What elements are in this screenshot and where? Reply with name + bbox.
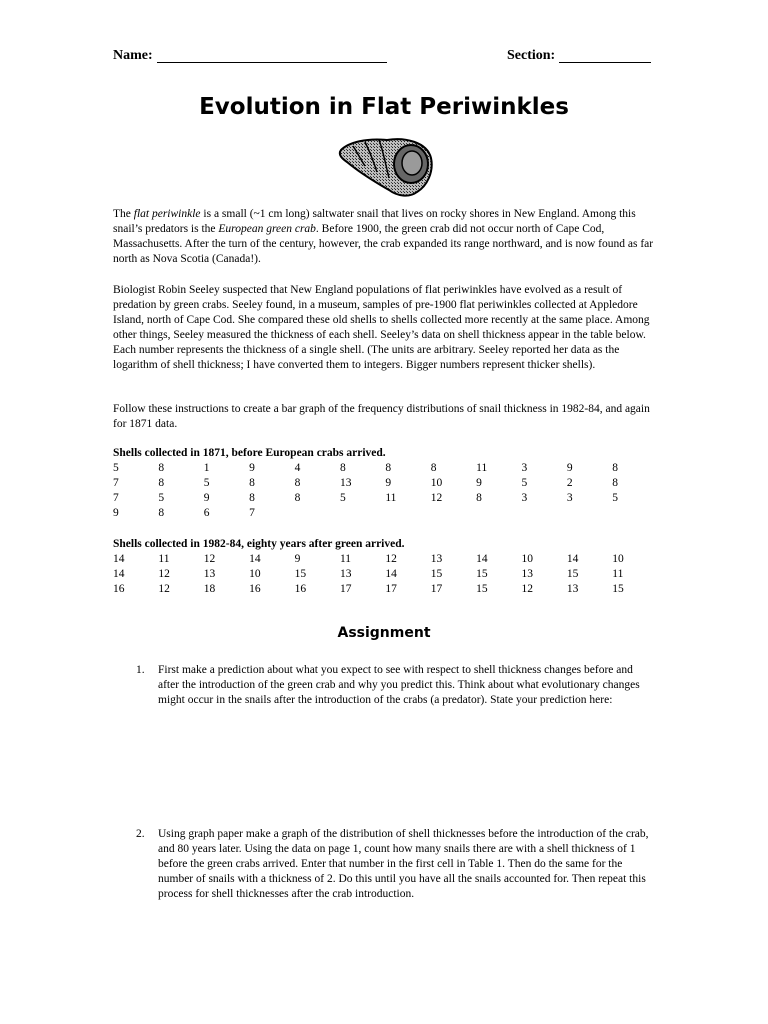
table-cell: 10 [430, 477, 443, 489]
table-cell: 3 [521, 462, 528, 474]
section-label: Section: [507, 48, 556, 63]
data-table-1871 [113, 446, 658, 521]
table-cell: 3 [521, 492, 528, 504]
table-cell: 14 [113, 553, 125, 565]
table-cell: 8 [612, 477, 619, 489]
table-cell [295, 506, 340, 521]
table-cell: 7 [113, 492, 119, 504]
table-cell: 13 [339, 477, 352, 489]
assignment-item-1: 1. First make a prediction about what you expect to see with respect to shell thickness changes before and after the introduction of the green crab and why you predict this. Think about what evolutionary changes might occur in the snails after the introduction of the crabs (a predator). State your prediction here: [136, 664, 640, 706]
table-cell [567, 506, 612, 521]
section-field[interactable] [507, 48, 651, 63]
table-cell: 8 [158, 507, 165, 519]
table-row [113, 476, 658, 491]
table-cell: 8 [249, 492, 255, 504]
table-row [113, 506, 658, 521]
table-cell: 8 [385, 462, 392, 474]
table-cell: 2 [566, 477, 573, 489]
table-cell: 8 [476, 492, 482, 504]
table-cell: 13 [339, 568, 352, 580]
table-cell: 15 [476, 583, 488, 595]
table-cell: 17 [339, 583, 352, 595]
table-cell: 14 [476, 553, 488, 565]
table-row [113, 461, 658, 476]
table-cell: 10 [612, 553, 624, 565]
table-cell: 14 [385, 568, 397, 580]
table-cell: 11 [339, 553, 352, 565]
table-cell: 11 [158, 553, 170, 565]
table-cell: 8 [294, 477, 301, 489]
table-cell: 15 [476, 568, 488, 580]
seeley-paragraph: Biologist Robin Seeley suspected that New England populations of flat periwinkles have evolved as a result of predation by green crabs. Seeley found, in a museum, samples of pre-1900 flat periwinkles collected at Appledore Island, north of Cape Cod. She compared these old shells to shells collected more recently at the same place. Among other things, Seeley measured the thickness of each shell. Seeley’s data on shell thickness appear in the table below. Each number represents the thickness of a single shell. (The units are arbitrary. Seeley reported her data as the logarithm of shell thickness; I have converted them to integers. Bigger numbers represent thicker shells). [113, 284, 650, 371]
table-cell: 8 [158, 462, 165, 474]
table-cell: 17 [430, 583, 443, 595]
table-cell: 5 [339, 492, 346, 504]
table-cell: 7 [249, 507, 255, 519]
page-title: Evolution in Flat Periwinkles [199, 94, 569, 120]
table-cell: 8 [339, 462, 346, 474]
table-cell: 15 [294, 568, 307, 580]
name-field[interactable] [113, 48, 387, 63]
table-cell: 13 [566, 583, 579, 595]
table-cell: 18 [203, 583, 216, 595]
table-cell: 14 [249, 553, 261, 565]
table-cell: 4 [294, 462, 301, 474]
table-cell: 12 [158, 583, 170, 595]
table-cell: 6 [203, 507, 210, 519]
table-cell: 5 [521, 477, 528, 489]
table-cell: 12 [203, 553, 216, 565]
section-blank-line[interactable] [559, 48, 651, 63]
table-cell [340, 506, 385, 521]
table-cell: 17 [385, 583, 397, 595]
name-blank-line[interactable] [157, 48, 387, 63]
table-cell [612, 506, 657, 521]
table-cell: 11 [385, 492, 397, 504]
table-cell: 10 [521, 553, 534, 565]
periwinkle-shell-icon [335, 132, 435, 202]
assignment-item-2: 2. Using graph paper make a graph of the distribution of shell thicknesses before the introduction of the crab, and 80 years later. Using the data on page 1, count how many snails there are with a shell thickness of 1 before the green crabs arrived. Enter that number in the first cell in Table 1. Then do the same for the number of snails with a thickness of 2. Do this until you have all the snails accounted for. Then repeat this process for shell thicknesses after the crab introduction. [136, 828, 649, 900]
table-cell: 9 [203, 492, 210, 504]
table-cell: 11 [612, 568, 624, 580]
table-row [113, 567, 658, 582]
table-cell: 9 [385, 477, 392, 489]
table-row [113, 491, 658, 506]
name-label: Name: [113, 48, 153, 63]
table-cell: 3 [566, 492, 573, 504]
table-cell: 14 [113, 568, 125, 580]
table-caption: Shells collected in 1871, before European crabs arrived. [113, 447, 386, 459]
table-cell: 8 [249, 477, 255, 489]
table-cell: 15 [430, 568, 443, 580]
table-cell [385, 506, 430, 521]
table-cell: 5 [158, 492, 165, 504]
table-cell: 15 [612, 583, 624, 595]
table-row [113, 552, 658, 567]
table-cell: 8 [612, 462, 619, 474]
table-cell: 1 [203, 462, 210, 474]
table-caption: Shells collected in 1982-84, eighty years after green arrived. [113, 538, 405, 550]
table-cell: 16 [249, 583, 261, 595]
table-cell: 9 [113, 507, 119, 519]
table-row [113, 582, 658, 597]
table-cell: 9 [566, 462, 573, 474]
table-cell: 7 [113, 477, 119, 489]
table-cell: 10 [249, 568, 261, 580]
table-cell: 8 [430, 462, 437, 474]
table-cell: 9 [249, 462, 255, 474]
table-cell: 5 [113, 462, 119, 474]
table-cell: 14 [566, 553, 579, 565]
assignment-heading: Assignment [337, 625, 431, 641]
table-cell: 15 [566, 568, 579, 580]
data-table-1982-84 [113, 537, 658, 597]
table-cell: 8 [158, 477, 165, 489]
table-cell: 13 [521, 568, 534, 580]
table-cell: 12 [385, 553, 397, 565]
table-cell: 16 [113, 583, 125, 595]
table-cell: 12 [430, 492, 443, 504]
table-cell: 12 [158, 568, 170, 580]
intro-paragraph: The flat periwinkle is a small (~1 cm long) saltwater snail that lives on rocky shores in New England. Among this snail’s predators is the European green crab. Before 1900, the green crab did not occur north of Cape Cod, Massachusetts. After the turn of the century, however, the crab expanded its range northward, and is now found as far north as Nova Scotia (Canada!). [113, 208, 654, 265]
table-cell [522, 506, 567, 521]
table-cell: 5 [203, 477, 210, 489]
table-cell: 13 [430, 553, 443, 565]
table-cell [476, 506, 521, 521]
instructions-paragraph: Follow these instructions to create a bar graph of the frequency distributions of snail thickness in 1982-84, and again for 1871 data. [113, 403, 650, 430]
table-cell: 5 [612, 492, 619, 504]
table-cell: 12 [521, 583, 534, 595]
table-cell: 16 [294, 583, 307, 595]
table-cell: 8 [294, 492, 301, 504]
table-cell [431, 506, 476, 521]
table-cell: 9 [476, 477, 482, 489]
table-cell: 11 [476, 462, 488, 474]
table-cell: 9 [294, 553, 301, 565]
table-cell: 13 [203, 568, 216, 580]
